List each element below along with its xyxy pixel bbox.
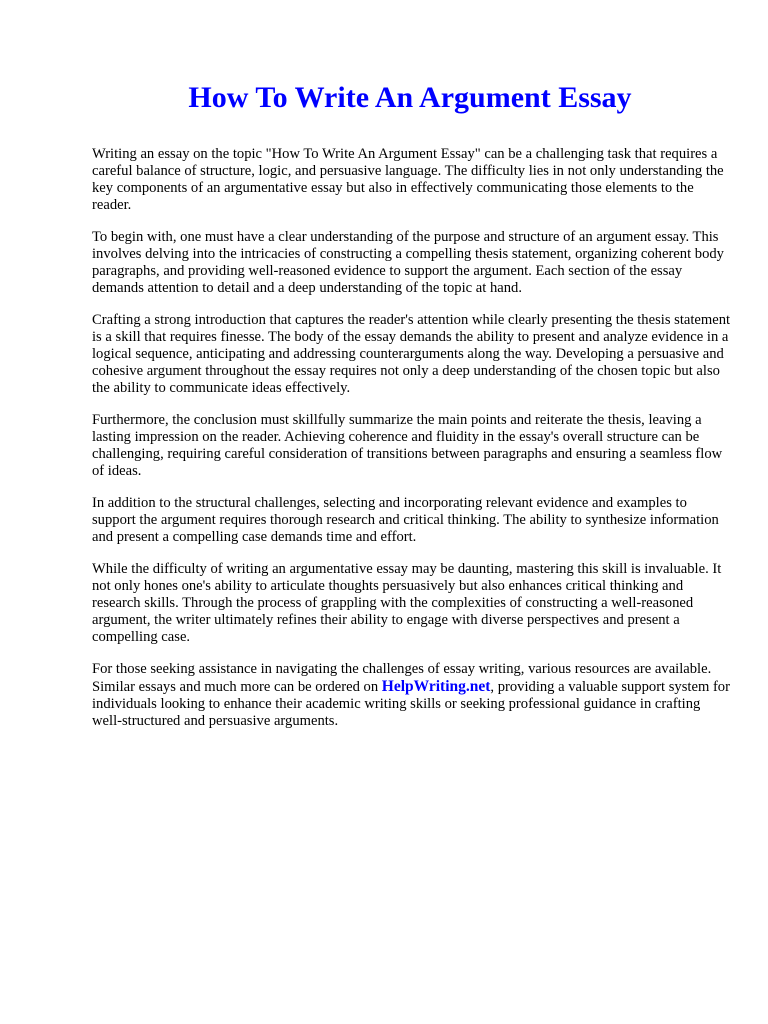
assistance-text-after-link: , providing a valuable support system for individuals looking to enhance their academic writing skills or seeking professional guidance in crafting well-structured and persuasive arguments.: [92, 679, 730, 729]
paragraph-mastery: While the difficulty of writing an argumentative essay may be daunting, mastering this skill is invaluable. It not only hones one's ability to articulate thoughts persuasively but also enhances critical thinking and research skills. Through the process of grappling with the complexities of constructing a well-reasoned argument, the writer ultimately refines their ability to engage with diverse perspectives and present a compelling case.: [92, 561, 722, 645]
paragraph-introduction-body: Crafting a strong introduction that captures the reader's attention while clearly presenting the thesis statement is a skill that requires finesse. The body of the essay demands the ability to present and analyze evidence in a logical sequence, anticipating and addressing counterarguments along the way. Developing a persuasive and cohesive argument throughout the essay requires not only a deep understanding of the chosen topic but also the ability to communicate ideas effectively.: [92, 312, 731, 396]
assistance-text-before-link: For those seeking assistance in navigating the challenges of essay writing, various resources are available. Similar essays and much more can be ordered on: [92, 661, 712, 695]
paragraph-intro: Writing an essay on the topic "How To Write An Argument Essay" can be a challenging task that requires a careful balance of structure, logic, and persuasive language. The difficulty lies in not only understanding the key components of an argumentative essay but also in effectively communicating those elements to the reader.: [92, 146, 724, 213]
document-body: [92, 146, 732, 745]
document-title: How To Write An Argument Essay: [188, 81, 632, 114]
helpwriting-link[interactable]: HelpWriting.net: [381, 678, 491, 695]
paragraph-evidence: In addition to the structural challenges, selecting and incorporating relevant evidence and examples to support the argument requires thorough research and critical thinking. The ability to synthesize information and present a compelling case demands time and effort.: [92, 495, 719, 545]
paragraph-assistance: [92, 661, 732, 730]
paragraph-structure: To begin with, one must have a clear understanding of the purpose and structure of an argument essay. This involves delving into the intricacies of constructing a compelling thesis statement, organizing coherent body paragraphs, and providing well-reasoned evidence to support the argument. Each section of the essay demands attention to detail and a deep understanding of the topic at hand.: [92, 229, 724, 296]
paragraph-conclusion: Furthermore, the conclusion must skillfully summarize the main points and reiterate the thesis, leaving a lasting impression on the reader. Achieving coherence and fluidity in the essay's overall structure can be challenging, requiring careful consideration of transitions between paragraphs and ensuring a seamless flow of ideas.: [92, 412, 723, 479]
